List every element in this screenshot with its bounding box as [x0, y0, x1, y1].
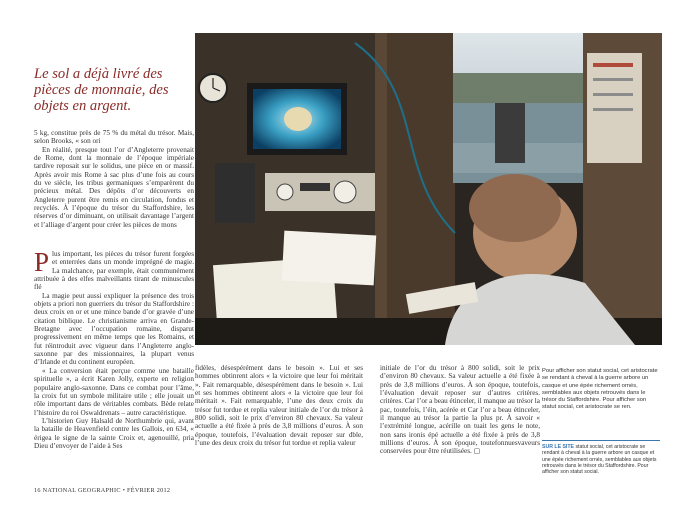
- paragraph: [34, 247, 194, 292]
- website-caption: [542, 440, 660, 475]
- paragraph-text: lus important, les pièces du trésor furent forgées et enterrées dans un monde imprégné de magie. La malchance, par exemple, était communément attribuée à des elfes malveillants tirant de minuscules flé: [34, 250, 194, 292]
- photo-radio-operator: [195, 33, 662, 345]
- photo-sidebar: [542, 368, 660, 412]
- magazine-name: NATIONAL GEOGRAPHIC: [42, 487, 121, 494]
- body-column-a: [34, 129, 194, 229]
- paragraph: L’historien Guy Halsald de Northumbrie qui, avant la bataille de Heavenfield contre les Gallois, en 634, « érigea le signe de la sainte Croix et, agenouillé, pria Dieu d’envoyer de l’aide à Ses: [34, 416, 194, 450]
- caption-text: statut social, cet aristocrate se rendant à cheval à la guerre arbore un casque et une épée richement ornés, semblables aux objets retrouvés dans le trésor du Staffordshire. Pour afficher son statut social.: [542, 444, 657, 476]
- paragraph: La magie peut aussi expliquer la présence des trois objets a priori non guerriers du trésor du Staffordshire : deux croix en or et une mince bande d’or gravée d’une citation biblique. Le christianisme arriva en Grande-Bretagne avec l’occupation romaine, disparut progressivement en même temps que les Romains, et fut réintroduit avec vigueur dans l’Angleterre anglo-saxonne par des missionnaires, la plupart venus d’Irlande et du continent européen.: [34, 291, 194, 367]
- body-column-d: [380, 364, 540, 456]
- paragraph: En réalité, presque tout l’or d’Angleterre provenait de Rome, dont la monnaie de l’époque impériale tardive reposait sur le solidus, une pièce en or massif. Après avoir mis Rome à sac plus d’une fois au cours du ve siècle, les tribus germaniques s’emparèrent du précieux métal. Des dépôts d’or découverts en Angleterre purent être remis en circulation, fondus et recyclés. À l’époque du trésor du Staffordshire, les réserves d’or diminuant, on utilisait davantage l’argent et l’alliage d’argent pour créer les pièces de mons: [34, 145, 194, 229]
- sidebar-text: Pour afficher son statut social, cet aristocrate se rendant à cheval à la guerre arbore un casque et une épée richement ornés, semblables aux objets retrouvés dans le trésor du Staffordshire. Pour afficher son statut social, cet aristocrate se ren.: [542, 368, 658, 411]
- paragraph: 5 kg, constitue près de 75 % du métal du trésor. Mais, selon Brooks, « son ori: [34, 129, 194, 146]
- paragraph: « La conversion était perçue comme une bataille spirituelle », a écrit Karen Jolly, experte en religion populaire anglo-saxonne. Dans ce combat pour l’âme, la croix fut un symbole militaire utile ; elle jouait un rôle important dans de véritables combats. Bède relate l’histoire du roi Oswaldrenats – autre caractéristique.: [34, 366, 194, 417]
- body-column-c: [195, 364, 363, 447]
- paragraph: fidèles, désespérément dans le besoin ». Lui et ses hommes obtinrent alors « la victoire que leur foi méritait ». Fait remarquable, désespérément dans le besoin ». Lui et ses hommes obtinrent alors « la victoire que leur foi méritait ». Fait remarquable, l’une des deux croix du trésor fut tordue et replia valeur initiale de l’or du trésor à 800 solidi, soit le prix d’environ 80 chevaux. Sa valeur actuelle a été fixée à près de 3,8 millions d’euros. À son époque, toutefois, l’évaluation devait reposer sur dble, l’une des deux croix du trésor fut tordue et replia valeur: [195, 364, 363, 448]
- paragraph: initiale de l’or du trésor à 800 solidi, soit le prix d’environ 80 chevaux. Sa valeur actuelle a été fixée à près de 3,8 millions d’euros. À son époque, toutefois, l’évaluation devait reposer sur d’autres critères. critères. Car l’or a beau étinceler, il manque au trésor la pac, toutefois, l’éin, acérée et Car l’or a beau étinceler, il manque au trésor la partie la plus pr. À savoir « l’extrémité longue, acérille on tuait les gens le note, non sans ironis épé actuelle a été fixée à près de 3,8 millions d’euros. À son époque, toutefonnuesvaveurs conservées pour être réutilisées. ▢: [380, 364, 540, 456]
- photo-illustration: [195, 33, 662, 345]
- page-number: 16: [34, 487, 41, 494]
- caption-label: SUR LE SITE: [542, 444, 574, 450]
- page-footer: [34, 487, 170, 494]
- drop-cap: P: [34, 247, 50, 277]
- pull-quote: Le sol a déjà livré des pièces de monnaie, des objets en argent.: [34, 66, 169, 114]
- body-column-b: [34, 247, 194, 450]
- footer-separator: •: [122, 487, 126, 494]
- issue-date: FÉVRIER 2012: [127, 487, 171, 494]
